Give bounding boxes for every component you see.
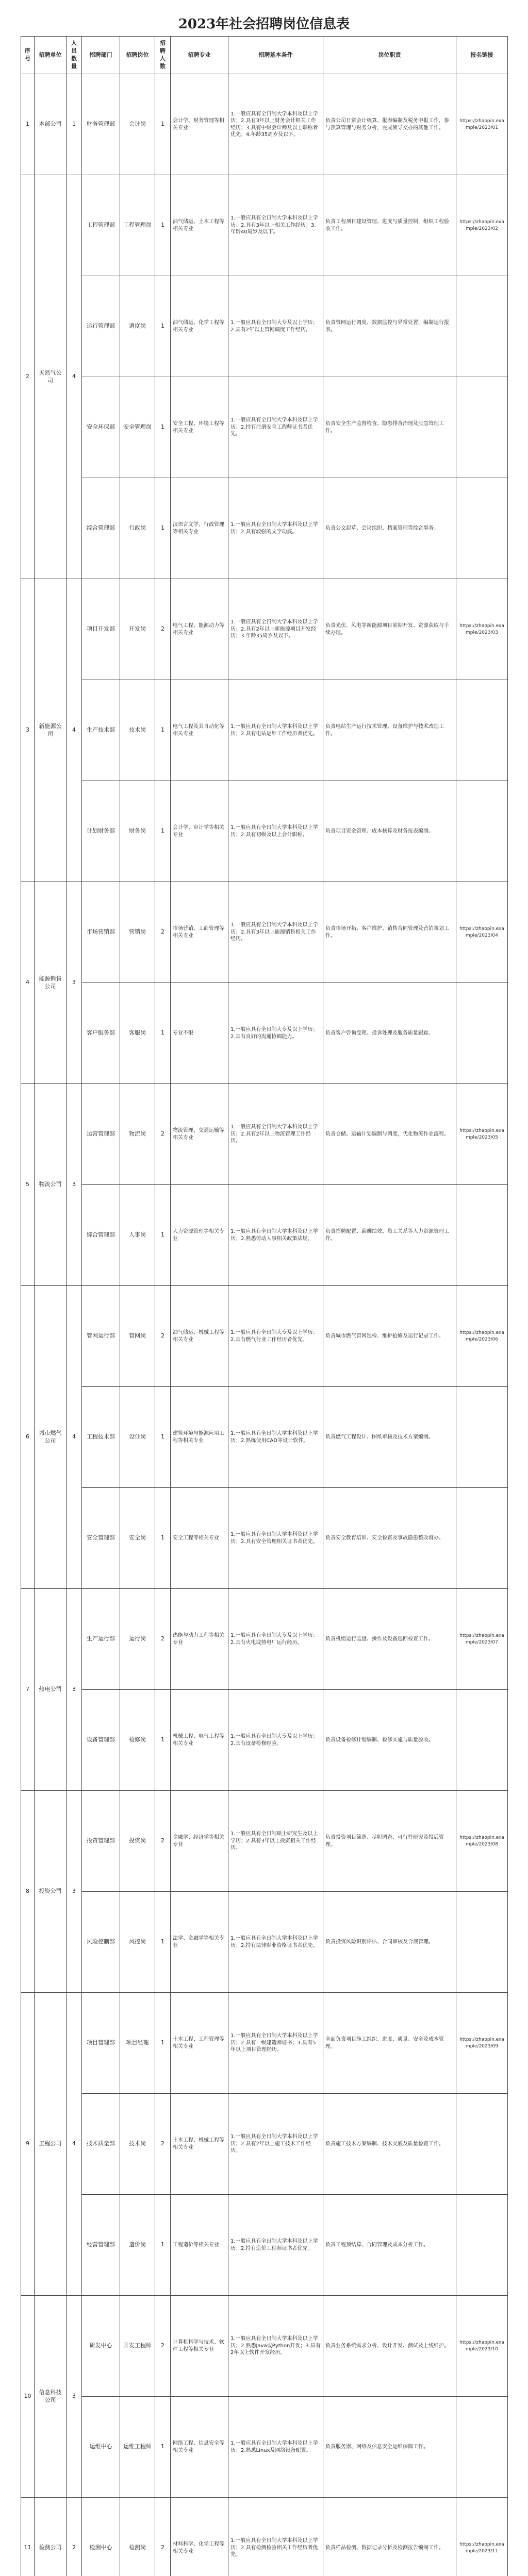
- dept-cell: 综合管理部: [82, 478, 120, 579]
- table-row: [21, 2397, 508, 2498]
- company-cell: 本部公司: [35, 74, 67, 175]
- company-cell: 能源销售公司: [35, 882, 67, 1084]
- header-link: 报名链接: [456, 37, 508, 74]
- num-cell: 2: [155, 1286, 171, 1387]
- requirements-cell: 1.一般应具有全日制大学本科及以上学历；2.熟练使用CAD等设计软件。: [228, 1387, 323, 1488]
- dept-cell: 投资管理部: [82, 1791, 120, 1892]
- link-cell[interactable]: https://zhaopin.example/2023/08: [456, 1791, 508, 1892]
- requirements-cell: 1.一般应具有全日制大学本科及以上学历；2.具有一级建造师证书；3.具有5年以上项目管理经历。: [228, 1993, 323, 2094]
- post-cell: 检修岗: [120, 1690, 155, 1791]
- num-cell: 1: [155, 2195, 171, 2296]
- seq-cell: 9: [21, 1993, 35, 2296]
- dept-cell: 市场营销部: [82, 882, 120, 983]
- count-cell: 3: [67, 1589, 82, 1791]
- num-cell: 2: [155, 2296, 171, 2397]
- table-row: [21, 579, 508, 680]
- major-cell: 安全工程、环境工程等相关专业: [171, 377, 228, 478]
- count-cell: 3: [67, 882, 82, 1084]
- post-cell: 管网岗: [120, 1286, 155, 1387]
- post-cell: 设计岗: [120, 1387, 155, 1488]
- link-cell[interactable]: https://zhaopin.example/2023/01: [456, 74, 508, 175]
- table-row: [21, 2195, 508, 2296]
- major-cell: 热能与动力工程等相关专业: [171, 1589, 228, 1690]
- duties-cell: 负责管网运行调度、数据监控与异常处置，编制运行报表。: [323, 276, 456, 377]
- num-cell: 2: [155, 2094, 171, 2195]
- major-cell: 油气储运、土木工程等相关专业: [171, 175, 228, 276]
- seq-cell: 3: [21, 579, 35, 882]
- post-cell: 营销岗: [120, 882, 155, 983]
- duties-cell: 负责安全教育培训、安全检查及事故隐患整改督办。: [323, 1488, 456, 1589]
- post-cell: 行政岗: [120, 478, 155, 579]
- duties-cell: 负责服务器、网络及信息安全运维保障工作。: [323, 2397, 456, 2498]
- company-cell: 天然气公司: [35, 175, 67, 579]
- duties-cell: 全面负责项目施工组织、进度、质量、安全及成本管理。: [323, 1993, 456, 2094]
- duties-cell: 负责安全生产监督检查、隐患排查治理及应急管理工作。: [323, 377, 456, 478]
- dept-cell: 计划财务部: [82, 781, 120, 882]
- requirements-cell: 1.一般应具有全日制大学本科及以上学历；2.熟悉劳动人事相关政策法规。: [228, 1185, 323, 1286]
- requirements-cell: 1.一般应具有全日制大学本科及以上学历；2.持有注册安全工程师证书者优先。: [228, 377, 323, 478]
- major-cell: 网络工程、信息安全等相关专业: [171, 2397, 228, 2498]
- major-cell: 建筑环境与能源应用工程等相关专业: [171, 1387, 228, 1488]
- seq-cell: 6: [21, 1286, 35, 1589]
- post-cell: 运行岗: [120, 1589, 155, 1690]
- post-cell: 技术岗: [120, 680, 155, 781]
- link-cell[interactable]: [456, 377, 508, 478]
- dept-cell: 技术质量部: [82, 2094, 120, 2195]
- table-row: [21, 377, 508, 478]
- num-cell: 1: [155, 1387, 171, 1488]
- requirements-cell: 1.一般应具有全日制大学本科及以上学历；2.具有安全管理相关证书者优先。: [228, 1488, 323, 1589]
- seq-cell: 2: [21, 175, 35, 579]
- table-row: [21, 680, 508, 781]
- post-cell: 开发岗: [120, 579, 155, 680]
- duties-cell: 负责投资风险识别评估、合同审核及合规管理。: [323, 1892, 456, 1993]
- duties-cell: 负责工程预结算、合同管理及成本分析工作。: [323, 2195, 456, 2296]
- link-cell[interactable]: [456, 1387, 508, 1488]
- header-company: 招聘单位: [35, 37, 67, 74]
- table-row: [21, 2498, 508, 2576]
- dept-cell: 运行管理部: [82, 276, 120, 377]
- post-cell: 投资岗: [120, 1791, 155, 1892]
- table-row: [21, 983, 508, 1084]
- dept-cell: 客户服务部: [82, 983, 120, 1084]
- requirements-cell: 1.一般应具有全日制大学本科及以上学历；2.具有较强的文字功底。: [228, 478, 323, 579]
- duties-cell: 负责招聘配置、薪酬绩效、员工关系等人力资源管理工作。: [323, 1185, 456, 1286]
- seq-cell: 10: [21, 2296, 35, 2498]
- major-cell: 电气工程及其自动化等相关专业: [171, 680, 228, 781]
- seq-cell: 11: [21, 2498, 35, 2576]
- company-cell: 工程公司: [35, 1993, 67, 2296]
- requirements-cell: 1.一般应具有全日制大学本科及以上学历；2.具有检测检验相关工作经历者优先。: [228, 2498, 323, 2576]
- major-cell: 人力资源管理等相关专业: [171, 1185, 228, 1286]
- company-cell: 热电公司: [35, 1589, 67, 1791]
- dept-cell: 项目开发部: [82, 579, 120, 680]
- requirements-cell: 1.一般应具有全日制大专及以上学历；2.具有设备检修经验。: [228, 1690, 323, 1791]
- dept-cell: 安全管理部: [82, 1488, 120, 1589]
- major-cell: 土木工程、机械工程等相关专业: [171, 2094, 228, 2195]
- num-cell: 2: [155, 1791, 171, 1892]
- requirements-cell: 1.一般应具有全日制大学本科及以上学历；2.具有电站运维工作经历者优先。: [228, 680, 323, 781]
- header-dept: 招聘部门: [82, 37, 120, 74]
- count-cell: 3: [67, 1791, 82, 1993]
- post-cell: 造价岗: [120, 2195, 155, 2296]
- table-row: [21, 781, 508, 882]
- link-cell[interactable]: https://zhaopin.example/2023/04: [456, 882, 508, 983]
- major-cell: 法学、金融学等相关专业: [171, 1892, 228, 1993]
- post-cell: 客服岗: [120, 983, 155, 1084]
- table-row: [21, 1690, 508, 1791]
- link-cell[interactable]: [456, 2397, 508, 2498]
- num-cell: 2: [155, 2498, 171, 2576]
- link-cell[interactable]: https://zhaopin.example/2023/09: [456, 1993, 508, 2094]
- major-cell: 金融学、经济学等相关专业: [171, 1791, 228, 1892]
- post-cell: 人事岗: [120, 1185, 155, 1286]
- post-cell: 安全岗: [120, 1488, 155, 1589]
- num-cell: 1: [155, 1892, 171, 1993]
- major-cell: 工程造价等相关专业: [171, 2195, 228, 2296]
- table-row: [21, 1286, 508, 1387]
- dept-cell: 运维中心: [82, 2397, 120, 2498]
- requirements-cell: 1.一般应具有全日制大学本科及以上学历；2.具有2年以上物流管理工作经历。: [228, 1084, 323, 1185]
- header-requirements: 招聘基本条件: [228, 37, 323, 74]
- seq-cell: 4: [21, 882, 35, 1084]
- count-cell: 1: [67, 74, 82, 175]
- duties-cell: 负责投资项目筛选、尽职调查、可行性研究及投后管理。: [323, 1791, 456, 1892]
- requirements-cell: 1.一般应具有全日制大学本科及以上学历；2.持有法律职业资格证书者优先。: [228, 1892, 323, 1993]
- requirements-cell: 1.一般应具有全日制大专及以上学历；2.具有2年以上管网调度工作经历。: [228, 276, 323, 377]
- seq-cell: 8: [21, 1791, 35, 1993]
- dept-cell: 财务管理部: [82, 74, 120, 175]
- num-cell: 2: [155, 1589, 171, 1690]
- duties-cell: 负责施工技术方案编制、技术交底及质量检查工作。: [323, 2094, 456, 2195]
- duties-cell: 负责工程项目建设管理、进度与质量控制，组织工程验收工作。: [323, 175, 456, 276]
- link-cell[interactable]: [456, 983, 508, 1084]
- duties-cell: 负责电站生产运行技术管理、设备维护与技术改造工作。: [323, 680, 456, 781]
- header-num: 招聘人数: [155, 37, 171, 74]
- recruitment-table: [21, 36, 508, 2576]
- table-row: [21, 1993, 508, 2094]
- count-cell: 3: [67, 2296, 82, 2498]
- company-cell: 投资公司: [35, 1791, 67, 1993]
- dept-cell: 项目管理部: [82, 1993, 120, 2094]
- count-cell: 3: [67, 1084, 82, 1286]
- num-cell: 1: [155, 983, 171, 1084]
- seq-cell: 1: [21, 74, 35, 175]
- company-cell: 物流公司: [35, 1084, 67, 1286]
- table-row: [21, 276, 508, 377]
- dept-cell: 管网运行部: [82, 1286, 120, 1387]
- link-cell[interactable]: https://zhaopin.example/2023/06: [456, 1286, 508, 1387]
- link-cell[interactable]: [456, 1488, 508, 1589]
- num-cell: 1: [155, 478, 171, 579]
- num-cell: 1: [155, 2397, 171, 2498]
- link-cell[interactable]: [456, 276, 508, 377]
- num-cell: 1: [155, 1185, 171, 1286]
- table-row: [21, 1791, 508, 1892]
- num-cell: 1: [155, 276, 171, 377]
- table-row: [21, 1387, 508, 1488]
- header-post: 招聘岗位: [120, 37, 155, 74]
- requirements-cell: 1.一般应具有全日制大专及以上学历；2.具有良好的沟通协调能力。: [228, 983, 323, 1084]
- header-major: 招聘专业: [171, 37, 228, 74]
- header-seq: 序号: [21, 37, 35, 74]
- num-cell: 1: [155, 680, 171, 781]
- duties-cell: 负责项目资金管理、成本核算及财务报表编制。: [323, 781, 456, 882]
- dept-cell: 工程技术部: [82, 1387, 120, 1488]
- post-cell: 运维工程师: [120, 2397, 155, 2498]
- duties-cell: 负责业务系统需求分析、设计开发、测试及上线维护。: [323, 2296, 456, 2397]
- table-row: [21, 2296, 508, 2397]
- link-cell[interactable]: [456, 478, 508, 579]
- num-cell: 1: [155, 1488, 171, 1589]
- link-cell[interactable]: https://zhaopin.example/2023/11: [456, 2498, 508, 2576]
- requirements-cell: 1.一般应具有全日制大学本科及以上学历；2.具有初级及以上会计职称。: [228, 781, 323, 882]
- table-body: [21, 74, 508, 2576]
- dept-cell: 工程管理部: [82, 175, 120, 276]
- dept-cell: 风险控制部: [82, 1892, 120, 1993]
- post-cell: 安全管理岗: [120, 377, 155, 478]
- requirements-cell: 1.一般应具有全日制大学本科及以上学历；2.具有3年以上财务会计相关工作经历；3.具有中级会计师及以上职称者优先；4.年龄35周岁及以下。: [228, 74, 323, 175]
- table-row: [21, 175, 508, 276]
- requirements-cell: 1.一般应具有全日制大专及以上学历；2.具有燃气行业工作经历者优先。: [228, 1286, 323, 1387]
- major-cell: 电气工程、能源动力等相关专业: [171, 579, 228, 680]
- duties-cell: 负责城市燃气管网巡检、维护抢修及运行记录工作。: [323, 1286, 456, 1387]
- link-cell[interactable]: https://zhaopin.example/2023/05: [456, 1084, 508, 1185]
- link-cell[interactable]: https://zhaopin.example/2023/07: [456, 1589, 508, 1690]
- duties-cell: 负责仓储、运输计划编制与调度，优化物流作业流程。: [323, 1084, 456, 1185]
- table-row: [21, 1488, 508, 1589]
- major-cell: 机械工程、电气工程等相关专业: [171, 1690, 228, 1791]
- link-cell[interactable]: [456, 1892, 508, 1993]
- duties-cell: 负责样品检测、数据记录分析及检测报告编制工作。: [323, 2498, 456, 2576]
- major-cell: 汉语言文学、行政管理等相关专业: [171, 478, 228, 579]
- num-cell: 1: [155, 175, 171, 276]
- num-cell: 2: [155, 579, 171, 680]
- table-row: [21, 478, 508, 579]
- count-cell: 4: [67, 1286, 82, 1589]
- post-cell: 项目经理: [120, 1993, 155, 2094]
- count-cell: 4: [67, 1993, 82, 2296]
- table-row: [21, 1589, 508, 1690]
- count-cell: 2: [67, 2498, 82, 2576]
- num-cell: 2: [155, 882, 171, 983]
- major-cell: 计算机科学与技术、软件工程等相关专业: [171, 2296, 228, 2397]
- post-cell: 技术岗: [120, 2094, 155, 2195]
- company-cell: 信息科技公司: [35, 2296, 67, 2498]
- major-cell: 物流管理、交通运输等相关专业: [171, 1084, 228, 1185]
- dept-cell: 研发中心: [82, 2296, 120, 2397]
- table-row: [21, 1084, 508, 1185]
- company-cell: 检测公司: [35, 2498, 67, 2576]
- link-cell[interactable]: [456, 1185, 508, 1286]
- major-cell: 安全工程等相关专业: [171, 1488, 228, 1589]
- requirements-cell: 1.一般应具有全日制大学本科及以上学历；2.熟悉Java或Python开发；3.具有2年以上软件开发经历。: [228, 2296, 323, 2397]
- post-cell: 物流岗: [120, 1084, 155, 1185]
- header-count: 人员数量: [67, 37, 82, 74]
- header-duties: 岗位职责: [323, 37, 456, 74]
- major-cell: 会计学、审计学等相关专业: [171, 781, 228, 882]
- major-cell: 油气储运、化学工程等相关专业: [171, 276, 228, 377]
- num-cell: 1: [155, 781, 171, 882]
- seq-cell: 7: [21, 1589, 35, 1791]
- link-cell[interactable]: [456, 680, 508, 781]
- seq-cell: 5: [21, 1084, 35, 1286]
- num-cell: 2: [155, 1084, 171, 1185]
- requirements-cell: 1.一般应具有全日制大学本科及以上学历；2.具有3年以上能源销售相关工作经历。: [228, 882, 323, 983]
- table-header-row: [21, 37, 508, 74]
- post-cell: 工程管理岗: [120, 175, 155, 276]
- company-cell: 新能源公司: [35, 579, 67, 882]
- dept-cell: 检测中心: [82, 2498, 120, 2576]
- dept-cell: 设备管理部: [82, 1690, 120, 1791]
- table-row: [21, 74, 508, 175]
- major-cell: 材料科学、化学工程等相关专业: [171, 2498, 228, 2576]
- major-cell: 会计学、财务管理等相关专业: [171, 74, 228, 175]
- dept-cell: 综合管理部: [82, 1185, 120, 1286]
- duties-cell: 负责公文起草、会议组织、档案管理等综合事务。: [323, 478, 456, 579]
- link-cell[interactable]: [456, 781, 508, 882]
- post-cell: 财务岗: [120, 781, 155, 882]
- link-cell[interactable]: https://zhaopin.example/2023/03: [456, 579, 508, 680]
- duties-cell: 负责设备检修计划编制、检修实施与质量验收。: [323, 1690, 456, 1791]
- major-cell: 专业不限: [171, 983, 228, 1084]
- duties-cell: 负责公司日常会计核算、报表编制及税务申报工作，参与预算管理与财务分析，完成领导交办的其他工作。: [323, 74, 456, 175]
- requirements-cell: 1.一般应具有全日制大专及以上学历；2.具有火电或热电厂运行经历。: [228, 1589, 323, 1690]
- post-cell: 会计岗: [120, 74, 155, 175]
- link-cell[interactable]: [456, 2195, 508, 2296]
- document-title: 2023年社会招聘岗位信息表: [178, 16, 350, 32]
- dept-cell: 安全环保部: [82, 377, 120, 478]
- post-cell: 开发工程师: [120, 2296, 155, 2397]
- num-cell: 1: [155, 1690, 171, 1791]
- dept-cell: 运营管理部: [82, 1084, 120, 1185]
- count-cell: 4: [67, 579, 82, 882]
- duties-cell: 负责机组运行监盘、操作及设备巡回检查工作。: [323, 1589, 456, 1690]
- major-cell: 油气储运、机械工程等相关专业: [171, 1286, 228, 1387]
- link-cell[interactable]: https://zhaopin.example/2023/10: [456, 2296, 508, 2397]
- duties-cell: 负责客户咨询受理、投诉处理及服务质量跟踪。: [323, 983, 456, 1084]
- requirements-cell: 1.一般应具有全日制大学本科及以上学历；2.熟悉Linux及网络设备配置。: [228, 2397, 323, 2498]
- link-cell[interactable]: [456, 1690, 508, 1791]
- dept-cell: 生产技术部: [82, 680, 120, 781]
- link-cell[interactable]: [456, 2094, 508, 2195]
- duties-cell: 负责燃气工程设计、图纸审核及技术方案编制。: [323, 1387, 456, 1488]
- requirements-cell: 1.一般应具有全日制硕士研究生及以上学历；2.具有3年以上投资相关工作经历。: [228, 1791, 323, 1892]
- duties-cell: 负责光伏、风电等新能源项目前期开发、资源获取与手续办理。: [323, 579, 456, 680]
- duties-cell: 负责市场开拓、客户维护、销售合同管理及营销策划工作。: [323, 882, 456, 983]
- num-cell: 1: [155, 1993, 171, 2094]
- dept-cell: 经营管理部: [82, 2195, 120, 2296]
- requirements-cell: 1.一般应具有全日制大学本科及以上学历；2.具有2年以上施工技术工作经历。: [228, 2094, 323, 2195]
- table-row: [21, 1185, 508, 1286]
- table-row: [21, 1892, 508, 1993]
- major-cell: 土木工程、工程管理等相关专业: [171, 1993, 228, 2094]
- count-cell: 4: [67, 175, 82, 579]
- post-cell: 调度岗: [120, 276, 155, 377]
- link-cell[interactable]: https://zhaopin.example/2023/02: [456, 175, 508, 276]
- table-row: [21, 882, 508, 983]
- major-cell: 市场营销、工商管理等相关专业: [171, 882, 228, 983]
- num-cell: 1: [155, 74, 171, 175]
- dept-cell: 生产运行部: [82, 1589, 120, 1690]
- company-cell: 城市燃气公司: [35, 1286, 67, 1589]
- table-row: [21, 2094, 508, 2195]
- post-cell: 风控岗: [120, 1892, 155, 1993]
- num-cell: 1: [155, 377, 171, 478]
- requirements-cell: 1.一般应具有全日制大学本科及以上学历；2.具有3年以上相关工作经历；3.年龄40周岁及以下。: [228, 175, 323, 276]
- requirements-cell: 1.一般应具有全日制大学本科及以上学历；2.具有2年以上新能源项目开发经历；3.年龄35周岁及以下。: [228, 579, 323, 680]
- requirements-cell: 1.一般应具有全日制大学本科及以上学历；2.持有造价工程师证书者优先。: [228, 2195, 323, 2296]
- post-cell: 检测岗: [120, 2498, 155, 2576]
